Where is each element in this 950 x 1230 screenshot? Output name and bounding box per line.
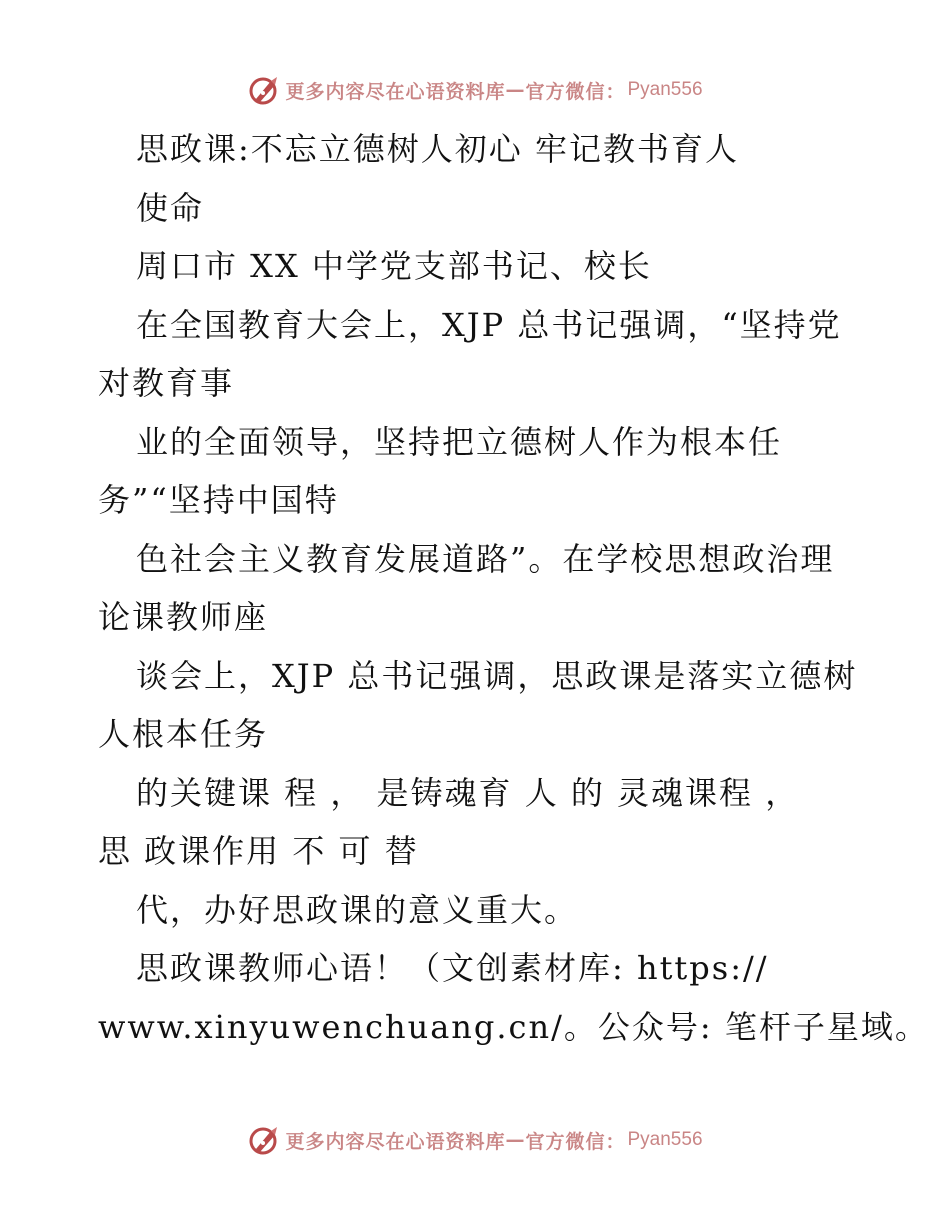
banner-dash: — (505, 79, 526, 101)
doc-line-4: 在全国教育大会上，XJP 总书记强调，“坚持党 (136, 305, 842, 344)
doc-line-3: 周口市 XX 中学党支部书记、校长 (136, 247, 652, 285)
footer-watermark-banner (0, 1120, 950, 1160)
banner-wechat-label: 官方微信： (525, 1130, 626, 1153)
doc-line-2: 使命 (136, 188, 205, 227)
doc-line-15: 思政课教师心语！（文创素材库: https:// (136, 949, 769, 987)
pen-nib-logo-icon (247, 1123, 281, 1157)
banner-dash: — (505, 1129, 526, 1151)
doc-line-6: 业的全面领导，坚持把立德树人作为根本任 (136, 422, 783, 461)
doc-line-8: 色社会主义教育发展道路”。在学校思想政治理 (136, 539, 835, 578)
doc-line-13: 思 政课作用 不 可 替 (98, 832, 419, 870)
doc-line-16: www.xinyuwenchuang.cn/。公众号: 笔杆子星域。 (98, 1007, 929, 1046)
doc-line-5: 对教育事 (98, 364, 235, 402)
doc-line-9: 论课教师座 (98, 598, 269, 636)
banner-wechat-label: 官方微信： (525, 80, 626, 103)
header-watermark-banner (0, 70, 950, 110)
doc-line-11: 人根本任务 (98, 715, 269, 753)
banner-site-name: 更多内容尽在心语资料库 (285, 80, 506, 103)
doc-line-7: 务”“坚持中国特 (98, 481, 339, 519)
doc-line-10: 谈会上，XJP 总书记强调，思政课是落实立德树 (136, 656, 858, 695)
doc-line-1: 思政课:不忘立德树人初心 牢记教书育人 (136, 130, 739, 168)
doc-line-14: 代，办好思政课的意义重大。 (136, 890, 579, 929)
doc-line-12: 的关键课 程 ， 是铸魂育 人 的 灵魂课程 ， (136, 773, 800, 812)
document-body (98, 120, 929, 1056)
banner-site-name: 更多内容尽在心语资料库 (285, 1130, 506, 1153)
banner-wechat-id: Pyan556 (627, 79, 703, 100)
banner-wechat-id: Pyan556 (627, 1129, 703, 1150)
pen-nib-logo-icon (247, 73, 281, 107)
